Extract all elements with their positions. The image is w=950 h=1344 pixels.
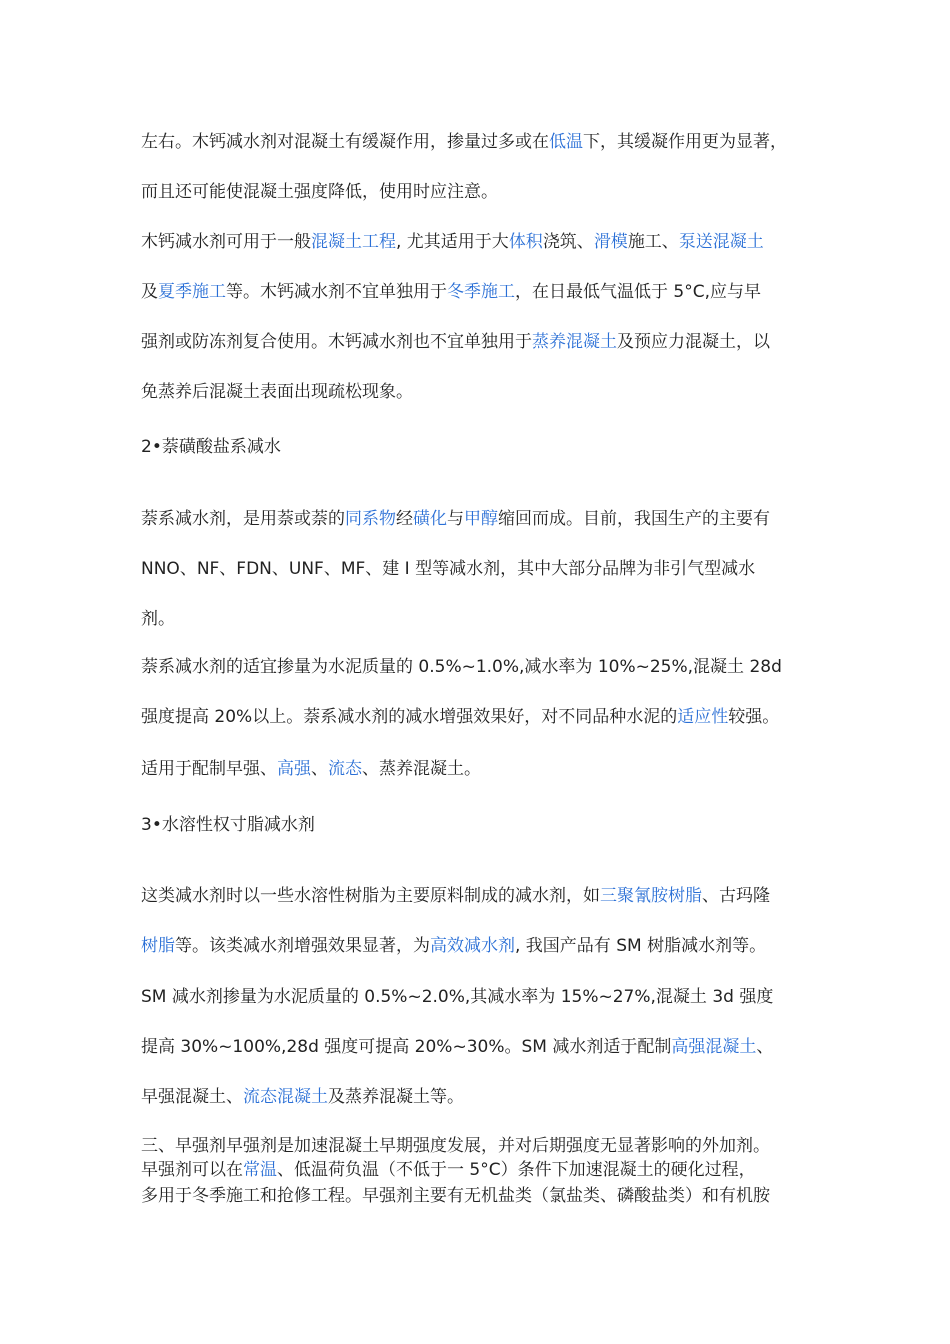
text-segment: 剂。 <box>141 609 175 629</box>
term-link[interactable]: 常温 <box>243 1160 277 1180</box>
term-link[interactable]: 适应性 <box>677 707 729 727</box>
text-segment: 浇筑、 <box>542 232 594 252</box>
text-line <box>141 705 831 729</box>
text-segment: 免蒸养后混凝土表面出现疏松现象。 <box>141 382 413 402</box>
text-segment: 、蒸养混凝土。 <box>362 759 481 779</box>
term-link[interactable]: 夏季施工 <box>158 282 226 302</box>
text-segment: 及蒸养混凝土等。 <box>328 1087 464 1107</box>
text-line <box>141 655 831 679</box>
text-segment: 2•萘磺酸盐系减水 <box>141 437 281 457</box>
text-segment: 、 <box>311 759 328 779</box>
text-segment: 经 <box>396 509 413 529</box>
term-link[interactable]: 三聚氰胺树脂 <box>600 886 702 906</box>
text-segment: , 我国产品有 SM 树脂减水剂等。 <box>515 936 767 956</box>
text-segment: 3•水溶性权寸脂减水剂 <box>141 815 315 835</box>
text-line <box>141 757 831 781</box>
text-segment: 等。该类减水剂增强效果显著，为 <box>175 936 430 956</box>
text-segment: 等。木钙减水剂不宜单独用于 <box>226 282 447 302</box>
text-line <box>141 507 831 531</box>
text-segment: ，在日最低气温低于 5°C,应与早 <box>515 282 761 302</box>
text-line <box>141 607 831 631</box>
text-segment: 木钙减水剂可用于一般 <box>141 232 311 252</box>
term-link[interactable]: 蒸养混凝土 <box>532 332 617 352</box>
text-segment: 、 <box>756 1037 774 1057</box>
text-segment: 萘系减水剂，是用萘或萘的 <box>141 509 345 529</box>
text-segment: 强度提高 20%以上。萘系减水剂的减水增强效果好，对不同品种水泥的 <box>141 707 678 727</box>
text-segment: 及 <box>141 282 158 302</box>
text-segment: 左右。木钙减水剂对混凝土有缓凝作用，掺量过多或在 <box>141 132 549 152</box>
term-link[interactable]: 高强混凝土 <box>671 1037 757 1057</box>
text-segment: 较强。 <box>728 707 780 727</box>
term-link[interactable]: 流态混凝土 <box>243 1087 328 1107</box>
text-line <box>141 435 831 459</box>
text-line <box>141 280 831 304</box>
term-link[interactable]: 树脂 <box>141 936 175 956</box>
text-segment: 强剂或防冻剂复合使用。木钙减水剂也不宜单独用于 <box>141 332 532 352</box>
text-line <box>141 130 831 154</box>
text-line <box>141 813 831 837</box>
term-link[interactable]: 混凝土工程 <box>311 232 396 252</box>
term-link[interactable]: 低温 <box>549 132 583 152</box>
text-line <box>141 1035 831 1059</box>
term-link[interactable]: 泵送混凝土 <box>678 232 764 252</box>
text-segment: 而且还可能使混凝土强度降低，使用时应注意。 <box>141 182 498 202</box>
text-line <box>141 985 831 1009</box>
text-segment: 施工、 <box>627 232 679 252</box>
text-line <box>141 1085 831 1109</box>
text-segment: 适用于配制早强、 <box>141 759 277 779</box>
text-line <box>141 884 831 908</box>
term-link[interactable]: 体积 <box>508 232 543 252</box>
term-link[interactable]: 磺化 <box>413 509 447 529</box>
text-line <box>141 230 831 254</box>
text-segment: 多用于冬季施工和抢修工程。早强剂主要有无机盐类（氯盐类、磷酸盐类）和有机胺 <box>141 1186 770 1206</box>
term-link[interactable]: 甲醇 <box>464 509 498 529</box>
term-link[interactable]: 滑模 <box>593 232 628 252</box>
text-line <box>141 380 831 404</box>
text-segment: 三、早强剂早强剂是加速混凝土早期强度发展，并对后期强度无显著影响的外加剂。 <box>141 1136 770 1156</box>
term-link[interactable]: 高强 <box>277 759 311 779</box>
text-line <box>141 934 831 958</box>
text-segment: 提高 30%~100%,28d 强度可提高 20%~30%。SM 减水剂适于配制 <box>141 1037 672 1057</box>
text-segment: SM 减水剂掺量为水泥质量的 0.5%~2.0%,其减水率为 15%~27%,混凝土 3d 强度 <box>141 987 774 1007</box>
text-line <box>141 1134 831 1158</box>
text-line <box>141 330 831 354</box>
text-segment: 早强剂可以在 <box>141 1160 243 1180</box>
text-line <box>141 557 831 581</box>
term-link[interactable]: 同系物 <box>345 509 396 529</box>
term-link[interactable]: 冬季施工 <box>447 282 515 302</box>
text-segment: 下，其缓凝作用更为显著， <box>583 132 787 152</box>
text-line <box>141 1184 831 1208</box>
text-segment: 早强混凝土、 <box>141 1087 243 1107</box>
text-segment: 萘系减水剂的适宜掺量为水泥质量的 0.5%~1.0%,减水率为 10%~25%,混凝土 28d <box>141 657 782 677</box>
text-line <box>141 1158 831 1182</box>
text-segment: 、低温荷负温（不低于一 5°C）条件下加速混凝土的硬化过程， <box>277 1160 756 1180</box>
term-link[interactable]: 流态 <box>328 759 362 779</box>
text-segment: , 尤其适用于大 <box>396 232 509 252</box>
text-segment: 与 <box>447 509 464 529</box>
text-segment: 、古玛隆 <box>702 886 770 906</box>
text-segment: 缩回而成。目前，我国生产的主要有 <box>498 509 770 529</box>
text-segment: 及预应力混凝土，以 <box>617 332 770 352</box>
text-line <box>141 180 831 204</box>
term-link[interactable]: 高效减水剂 <box>430 936 515 956</box>
text-segment: NNO、NF、FDN、UNF、MF、建 I 型等减水剂，其中大部分品牌为非引气型减水 <box>141 559 756 579</box>
text-segment: 这类减水剂时以一些水溶性树脂为主要原料制成的减水剂，如 <box>141 886 600 906</box>
